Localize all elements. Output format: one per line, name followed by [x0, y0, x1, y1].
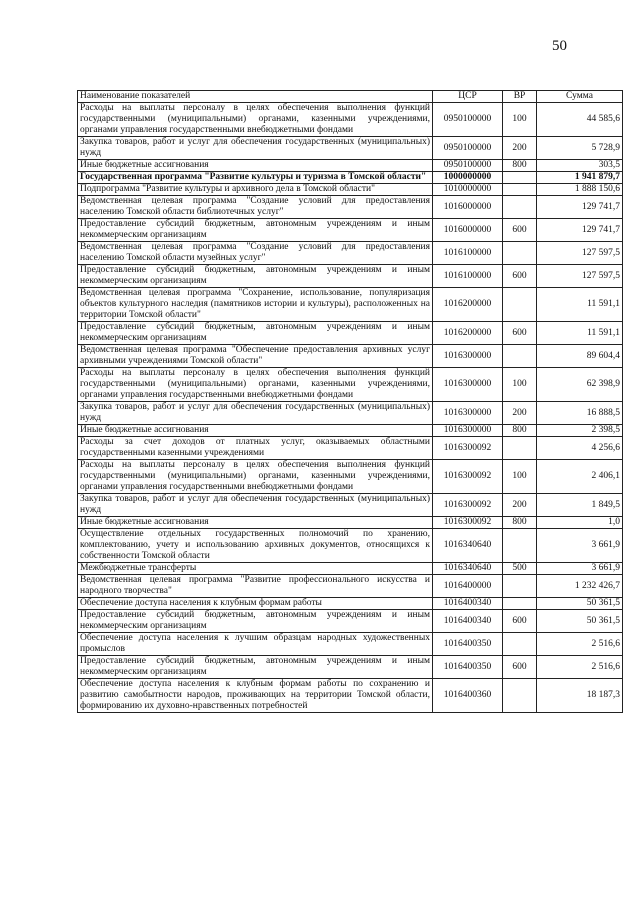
- row-sum: 129 741,7: [537, 219, 623, 242]
- row-csr: 1016100000: [433, 265, 503, 288]
- row-csr: 1016340640: [433, 529, 503, 563]
- table-row: [78, 494, 623, 517]
- row-vr: [503, 196, 537, 219]
- row-name: Закупка товаров, работ и услуг для обеспечения государственных (муниципальных) нужд: [78, 137, 433, 160]
- row-name: Ведомственная целевая программа "Создание условий для предоставления населению Томской области библиотечных услуг": [78, 196, 433, 219]
- row-csr: 1016200000: [433, 322, 503, 345]
- row-sum: 1 888 150,6: [537, 184, 623, 196]
- page-number: 50: [552, 38, 567, 54]
- row-vr: 600: [503, 265, 537, 288]
- row-vr: 200: [503, 137, 537, 160]
- row-sum: 44 585,6: [537, 103, 623, 137]
- row-sum: 1 941 879,7: [537, 172, 623, 184]
- budget-table: [77, 90, 623, 713]
- row-sum: 1 232 426,7: [537, 575, 623, 598]
- row-sum: 50 361,5: [537, 610, 623, 633]
- row-name: Расходы на выплаты персоналу в целях обеспечения выполнения функций государственными (муниципальными) органами, казенными учреждениями, органами управления государственными внебюджетными фондами: [78, 103, 433, 137]
- row-vr: 800: [503, 160, 537, 172]
- row-csr: 1000000000: [433, 172, 503, 184]
- row-name: Ведомственная целевая программа "Сохранение, использование, популяризация объектов культурного наследия (памятников истории и культуры), расположенных на территории Томской области": [78, 288, 433, 322]
- header-name: Наименование показателей: [78, 91, 433, 103]
- table-row: [78, 184, 623, 196]
- row-name: Расходы за счет доходов от платных услуг, оказываемых областными государственными казенными учреждениями: [78, 437, 433, 460]
- row-vr: 600: [503, 322, 537, 345]
- row-csr: 1016300092: [433, 460, 503, 494]
- header-vr: ВР: [503, 91, 537, 103]
- row-vr: [503, 575, 537, 598]
- row-sum: 129 741,7: [537, 196, 623, 219]
- row-sum: 16 888,5: [537, 402, 623, 425]
- table-body: [78, 103, 623, 713]
- table-header-row: [78, 91, 623, 103]
- table-row: [78, 679, 623, 713]
- row-sum: 1 849,5: [537, 494, 623, 517]
- table-row: [78, 563, 623, 575]
- row-name: Предоставление субсидий бюджетным, автономным учреждениям и иным некоммерческим организациям: [78, 610, 433, 633]
- row-name: Предоставление субсидий бюджетным, автономным учреждениям и иным некоммерческим организациям: [78, 265, 433, 288]
- row-csr: 1016100000: [433, 242, 503, 265]
- row-vr: [503, 345, 537, 368]
- row-sum: 127 597,5: [537, 242, 623, 265]
- row-vr: [503, 679, 537, 713]
- row-vr: 200: [503, 402, 537, 425]
- row-vr: [503, 242, 537, 265]
- table-row: [78, 656, 623, 679]
- table-row: [78, 598, 623, 610]
- row-name: Обеспечение доступа населения к клубным формам работы: [78, 598, 433, 610]
- row-name: Иные бюджетные ассигнования: [78, 160, 433, 172]
- row-name: Межбюджетные трансферты: [78, 563, 433, 575]
- table-row: [78, 575, 623, 598]
- row-vr: [503, 172, 537, 184]
- row-name: Обеспечение доступа населения к лучшим образцам народных художественных промыслов: [78, 633, 433, 656]
- row-sum: 127 597,5: [537, 265, 623, 288]
- row-name: Предоставление субсидий бюджетным, автономным учреждениям и иным некоммерческим организациям: [78, 322, 433, 345]
- row-csr: 1016200000: [433, 288, 503, 322]
- table-row: [78, 160, 623, 172]
- row-csr: 1016340640: [433, 563, 503, 575]
- row-vr: [503, 288, 537, 322]
- table-row: [78, 137, 623, 160]
- row-name: Государственная программа "Развитие культуры и туризма в Томской области": [78, 172, 433, 184]
- row-name: Ведомственная целевая программа "Развитие профессионального искусства и народного творчества": [78, 575, 433, 598]
- row-csr: 1016300000: [433, 368, 503, 402]
- row-csr: 1016300092: [433, 494, 503, 517]
- row-vr: 100: [503, 460, 537, 494]
- row-csr: 1016400350: [433, 633, 503, 656]
- row-csr: 1016000000: [433, 196, 503, 219]
- row-name: Осуществление отдельных государственных полномочий по хранению, комплектованию, учету и использованию архивных документов, относящихся к собственности Томской области: [78, 529, 433, 563]
- row-vr: 800: [503, 425, 537, 437]
- table-row: [78, 437, 623, 460]
- row-name: Закупка товаров, работ и услуг для обеспечения государственных (муниципальных) нужд: [78, 402, 433, 425]
- row-sum: 3 661,9: [537, 529, 623, 563]
- row-csr: 0950100000: [433, 137, 503, 160]
- table-row: [78, 288, 623, 322]
- row-name: Предоставление субсидий бюджетным, автономным учреждениям и иным некоммерческим организациям: [78, 656, 433, 679]
- row-vr: 100: [503, 368, 537, 402]
- row-sum: 303,5: [537, 160, 623, 172]
- row-sum: 5 728,9: [537, 137, 623, 160]
- table-row: [78, 103, 623, 137]
- row-sum: 50 361,5: [537, 598, 623, 610]
- row-name: Обеспечение доступа населения к клубным формам работы по сохранению и развитию самобытности народов, проживающих на территории Томской области, формированию их духовно-нравственных потребностей: [78, 679, 433, 713]
- table-row: [78, 219, 623, 242]
- table-row: [78, 345, 623, 368]
- row-sum: 1,0: [537, 517, 623, 529]
- table-row: [78, 172, 623, 184]
- row-vr: [503, 184, 537, 196]
- table-row: [78, 517, 623, 529]
- row-csr: 1016400350: [433, 656, 503, 679]
- row-name: Ведомственная целевая программа "Создание условий для предоставления населению Томской области музейных услуг": [78, 242, 433, 265]
- row-csr: 1016400340: [433, 598, 503, 610]
- row-csr: 1016400000: [433, 575, 503, 598]
- row-vr: 600: [503, 610, 537, 633]
- row-vr: [503, 437, 537, 460]
- table-row: [78, 368, 623, 402]
- row-sum: 2 406,1: [537, 460, 623, 494]
- row-sum: 3 661,9: [537, 563, 623, 575]
- row-name: Расходы на выплаты персоналу в целях обеспечения выполнения функций государственными (муниципальными) органами, казенными учреждениями, органами управления государственными внебюджетными фондами: [78, 368, 433, 402]
- row-csr: 0950100000: [433, 103, 503, 137]
- row-name: Предоставление субсидий бюджетным, автономным учреждениям и иным некоммерческим организациям: [78, 219, 433, 242]
- row-csr: 1010000000: [433, 184, 503, 196]
- row-vr: 200: [503, 494, 537, 517]
- row-vr: 600: [503, 219, 537, 242]
- row-csr: 1016300000: [433, 345, 503, 368]
- row-vr: 100: [503, 103, 537, 137]
- row-sum: 2 516,6: [537, 633, 623, 656]
- header-sum: Сумма: [537, 91, 623, 103]
- row-sum: 2 516,6: [537, 656, 623, 679]
- table-row: [78, 402, 623, 425]
- row-csr: 1016300092: [433, 437, 503, 460]
- row-csr: 1016300092: [433, 517, 503, 529]
- table-row: [78, 460, 623, 494]
- row-vr: [503, 529, 537, 563]
- header-csr: ЦСР: [433, 91, 503, 103]
- table-row: [78, 425, 623, 437]
- row-vr: 600: [503, 656, 537, 679]
- table-row: [78, 610, 623, 633]
- row-csr: 1016300000: [433, 425, 503, 437]
- row-name: Расходы на выплаты персоналу в целях обеспечения выполнения функций государственными (муниципальными) органами, казенными учреждениями, органами управления государственными внебюджетными фондами: [78, 460, 433, 494]
- row-csr: 1016300000: [433, 402, 503, 425]
- row-sum: 2 398,5: [537, 425, 623, 437]
- row-vr: [503, 633, 537, 656]
- table-row: [78, 265, 623, 288]
- row-sum: 11 591,1: [537, 322, 623, 345]
- row-csr: 1016400360: [433, 679, 503, 713]
- row-name: Иные бюджетные ассигнования: [78, 425, 433, 437]
- row-sum: 4 256,6: [537, 437, 623, 460]
- row-name: Ведомственная целевая программа "Обеспечение предоставления архивных услуг архивными учреждениями Томской области": [78, 345, 433, 368]
- table-row: [78, 633, 623, 656]
- row-name: Иные бюджетные ассигнования: [78, 517, 433, 529]
- row-vr: [503, 598, 537, 610]
- table-row: [78, 196, 623, 219]
- row-csr: 1016400340: [433, 610, 503, 633]
- table-row: [78, 322, 623, 345]
- table-row: [78, 242, 623, 265]
- row-sum: 89 604,4: [537, 345, 623, 368]
- row-name: Закупка товаров, работ и услуг для обеспечения государственных (муниципальных) нужд: [78, 494, 433, 517]
- table-row: [78, 529, 623, 563]
- row-sum: 18 187,3: [537, 679, 623, 713]
- row-vr: 800: [503, 517, 537, 529]
- row-sum: 11 591,1: [537, 288, 623, 322]
- row-sum: 62 398,9: [537, 368, 623, 402]
- row-vr: 500: [503, 563, 537, 575]
- row-name: Подпрограмма "Развитие культуры и архивного дела в Томской области": [78, 184, 433, 196]
- row-csr: 0950100000: [433, 160, 503, 172]
- row-csr: 1016000000: [433, 219, 503, 242]
